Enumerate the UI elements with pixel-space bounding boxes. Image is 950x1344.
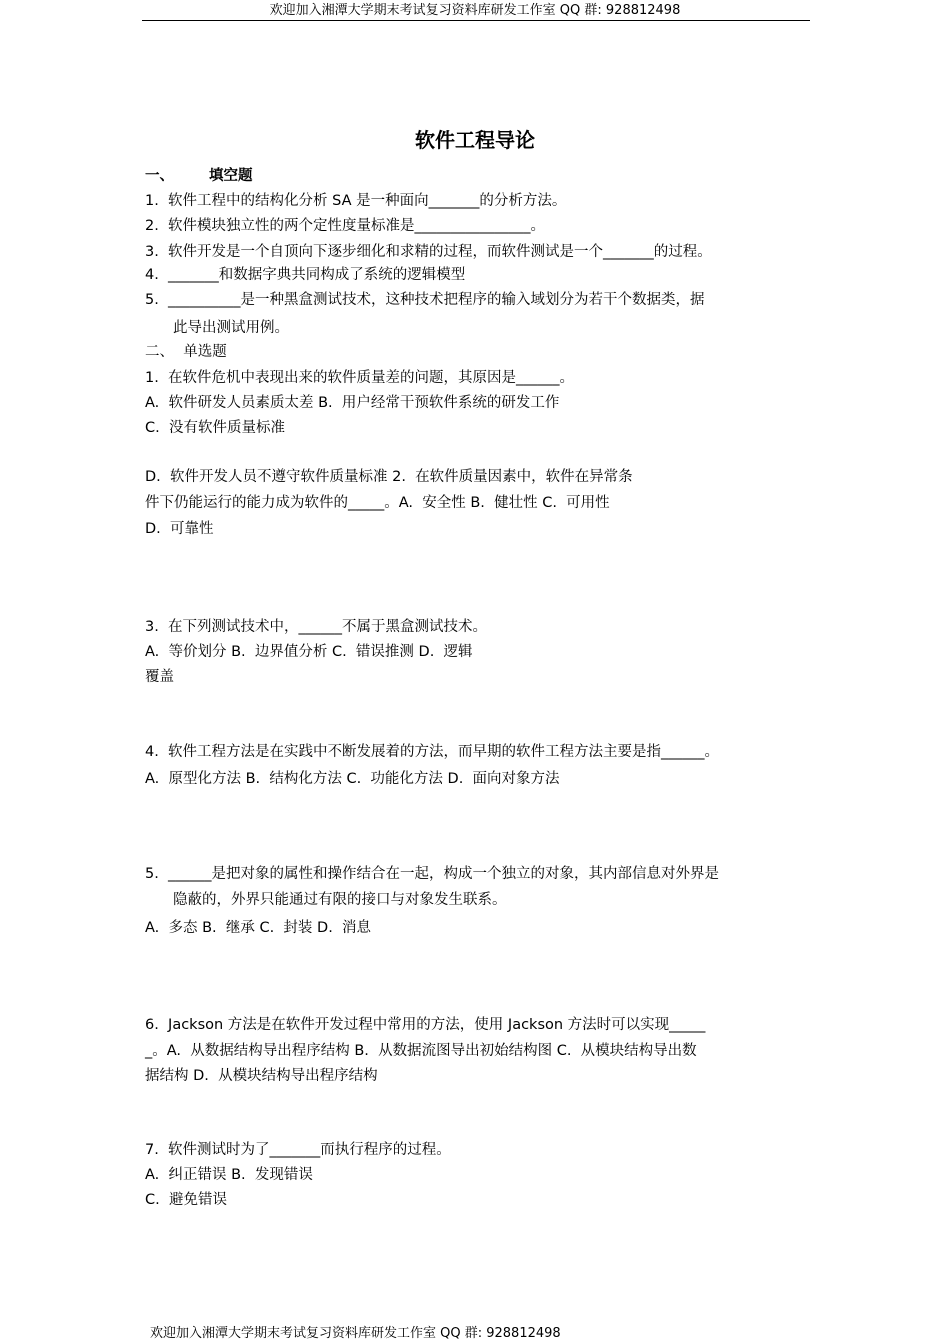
section-1-title: 填空题	[209, 168, 253, 184]
page-title: 软件工程导论	[415, 128, 535, 152]
header-rule	[142, 20, 810, 21]
mc-q7-options-ab: A. 纠正错误 B. 发现错误	[145, 1167, 313, 1183]
mc-q4: 4. 软件工程方法是在实践中不断发展着的方法，而早期的软件工程方法主要是指______。	[145, 744, 720, 760]
mc-q5-cont: 隐蔽的，外界只能通过有限的接口与对象发生联系。	[173, 892, 507, 908]
section-1-number: 一、	[145, 168, 174, 184]
mc-q1-options-ab: A. 软件研发人员素质太差 B. 用户经常干预软件系统的研发工作	[145, 395, 560, 411]
mc-q3: 3. 在下列测试技术中，______不属于黑盒测试技术。	[145, 619, 488, 635]
mc-q5-options: A. 多态 B. 继承 C. 封装 D. 消息	[145, 920, 372, 936]
section-1-heading	[145, 166, 253, 186]
section-2-heading: 二、 单选题	[145, 344, 227, 360]
mc-q1-option-d-q2: D. 软件开发人员不遵守软件质量标准 2. 在软件质量因素中，软件在异常条	[145, 469, 633, 485]
fill-blank-3: 3. 软件开发是一个自顶向下逐步细化和求精的过程，而软件测试是一个_______的过程。	[145, 244, 712, 260]
fill-blank-5-cont: 此导出测试用例。	[173, 320, 289, 336]
fill-blank-5: 5. __________是一种黑盒测试技术，这种技术把程序的输入域划分为若干个数据类，据	[145, 292, 705, 308]
mc-q3-options: A. 等价划分 B. 边界值分析 C. 错误推测 D. 逻辑	[145, 644, 473, 660]
mc-q7-option-c: C. 避免错误	[145, 1192, 227, 1208]
mc-q1-option-c: C. 没有软件质量标准	[145, 420, 285, 436]
mc-q6: 6. Jackson 方法是在软件开发过程中常用的方法，使用 Jackson 方法时可以实现_____	[145, 1017, 706, 1033]
page-footer: 欢迎加入湘潭大学期末考试复习资料库研发工作室 QQ 群: 928812498	[150, 1326, 561, 1341]
mc-q4-options: A. 原型化方法 B. 结构化方法 C. 功能化方法 D. 面向对象方法	[145, 771, 560, 787]
mc-q6-options: _。A. 从数据结构导出程序结构 B. 从数据流图导出初始结构图 C. 从模块结构导出数	[145, 1043, 697, 1059]
mc-q3-option-d-cont: 覆盖	[145, 669, 174, 685]
fill-blank-1: 1. 软件工程中的结构化分析 SA 是一种面向_______的分析方法。	[145, 193, 567, 209]
mc-q2-options: 件下仍能运行的能力成为软件的_____。A. 安全性 B. 健壮性 C. 可用性	[145, 495, 610, 511]
fill-blank-2: 2. 软件模块独立性的两个定性度量标准是________________。	[145, 218, 546, 234]
mc-q5: 5. ______是把对象的属性和操作结合在一起，构成一个独立的对象，其内部信息对外界是	[145, 866, 720, 882]
mc-q7: 7. 软件测试时为了_______而执行程序的过程。	[145, 1142, 451, 1158]
mc-q6-options-cont: 据结构 D. 从模块结构导出程序结构	[145, 1068, 378, 1084]
mc-q1: 1. 在软件危机中表现出来的软件质量差的问题，其原因是______。	[145, 370, 575, 386]
mc-q2-option-d: D. 可靠性	[145, 521, 214, 537]
page-header: 欢迎加入湘潭大学期末考试复习资料库研发工作室 QQ 群: 928812498	[269, 3, 681, 18]
fill-blank-4: 4. _______和数据字典共同构成了系统的逻辑模型	[145, 267, 466, 283]
